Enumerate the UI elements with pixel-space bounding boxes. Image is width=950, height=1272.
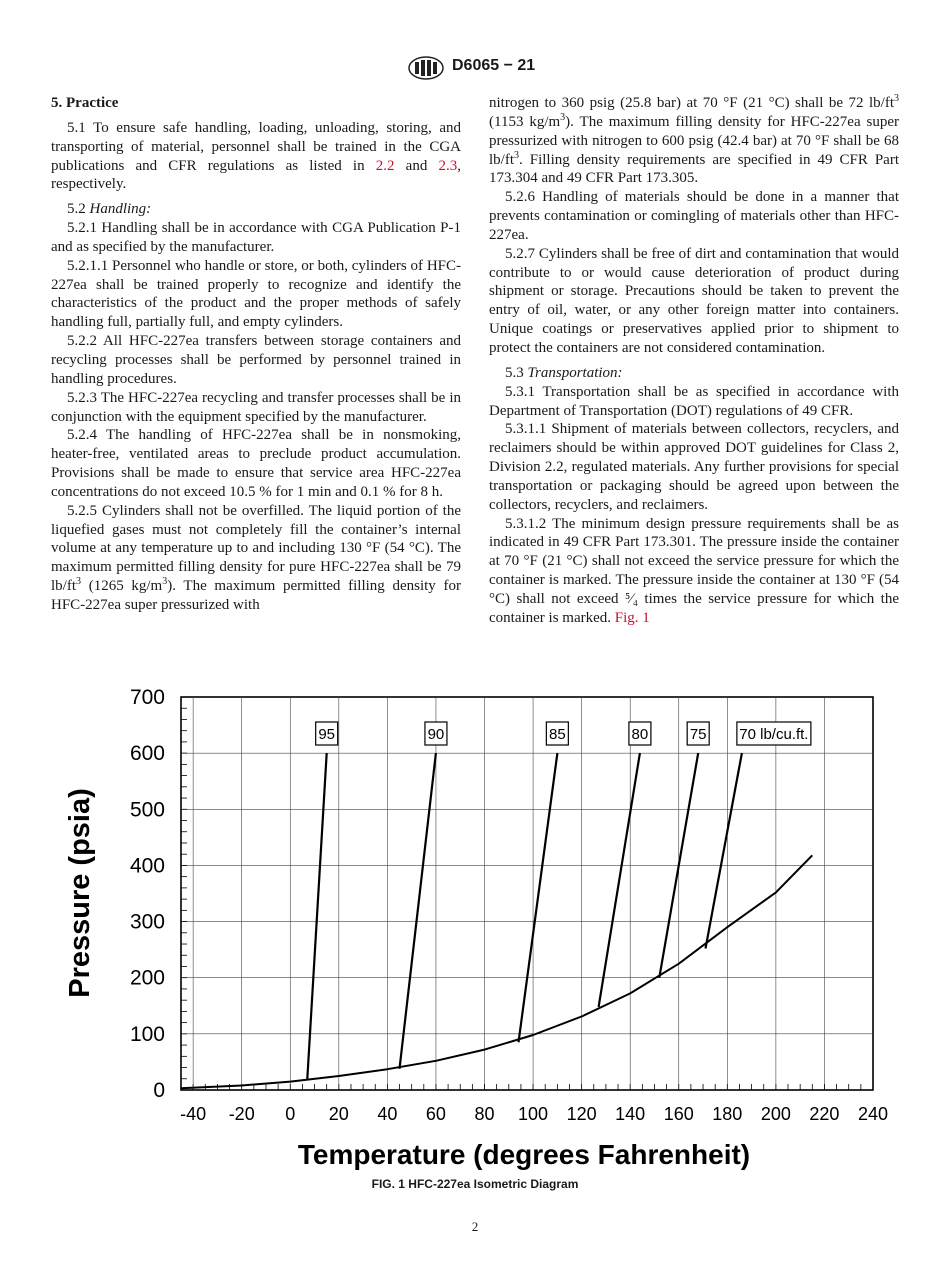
astm-logo <box>408 56 444 80</box>
paragraph-5-2-2: 5.2.2 All HFC-227ea transfers between storage containers and recycling processes shall be performed by personnel trained in handling procedures. <box>51 333 461 387</box>
section-title: 5. Practice <box>51 95 119 111</box>
x-tick-label: 0 <box>285 1104 296 1124</box>
paragraph-5-2-1: 5.2.1 Handling shall be in accordance with CGA Publication P-1 and as specified by the manufacturer. <box>51 220 461 255</box>
isometric-label: 80 <box>631 726 649 743</box>
y-tick-label: 300 <box>129 910 165 934</box>
left-column <box>51 94 461 615</box>
isometric-label: 90 <box>427 726 445 743</box>
x-tick-label: 100 <box>518 1104 549 1124</box>
x-tick-label: 240 <box>857 1104 889 1124</box>
page-header <box>0 54 950 84</box>
plot-frame <box>181 697 873 1090</box>
y-tick-label: 700 <box>129 686 165 709</box>
isometric-label: 75 <box>689 726 707 743</box>
paragraph-5-2-4: 5.2.4 The handling of HFC-227ea shall be in nonsmoking, heater-free, ventilated areas to preclude product accumulation. Provisions shall be made to ensure that service area HFC-227ea concentrations do not exceed 10.5 % for 1 min and 0.1 % for 8 h. <box>51 427 461 500</box>
x-tick-label: 20 <box>328 1104 349 1124</box>
paragraph-5-2-5: 5.2.5 Cylinders shall not be overfilled. The liquid portion of the liquefied gases must not completely fill the container’s internal volume at any temperature up to and including 130 °F (54 °C). The maximum permitted filling density for pure HFC-227ea shall be 79 $lb/ft^3$ (1265 $kg/m^3$). The maximum permitted filling density for HFC-227ea super pressurized with <box>51 502 461 613</box>
paragraph-5-2-3: 5.2.3 The HFC-227ea recycling and transfer processes shall be in conjunction with the equipment specified by the manufacturer. <box>51 389 461 425</box>
x-tick-label: 60 <box>425 1104 446 1124</box>
x-tick-label: -20 <box>228 1104 255 1124</box>
ref-link-fig-1[interactable]: Fig. 1 <box>614 609 650 626</box>
ref-link-2-3[interactable]: 2.3 <box>438 157 458 174</box>
isometric-label: 95 <box>318 726 336 743</box>
y-tick-label: 100 <box>129 1022 165 1046</box>
figure-caption: FIG. 1 HFC-227ea Isometric Diagram <box>371 1177 579 1191</box>
x-tick-label: 80 <box>474 1104 495 1124</box>
y-tick-label: 0 <box>153 1079 165 1102</box>
x-tick-label: 160 <box>663 1104 694 1124</box>
y-tick-label: 600 <box>129 742 165 766</box>
isometric-label: 70 lb/cu.ft. <box>739 726 809 743</box>
isometric-line <box>706 753 742 948</box>
isometric-line <box>400 753 436 1069</box>
paragraph-5-3: 5.3 Transportation: <box>505 364 623 381</box>
paragraph-5-1: 5.1 To ensure safe handling, loading, unloading, storing, and transporting of material, personnel shall be trained in the CGA publications and CFR regulations as listed in 2.2 and 2.3, respectively. <box>51 119 461 193</box>
x-axis-label: Temperature (degrees Fahrenheit) <box>297 1139 751 1170</box>
y-tick-label: 400 <box>129 854 165 878</box>
x-tick-label: 40 <box>377 1104 398 1124</box>
isometric-chart <box>40 660 910 1170</box>
x-tick-label: 180 <box>712 1104 743 1124</box>
y-tick-label: 200 <box>129 966 165 990</box>
x-tick-label: 140 <box>615 1104 646 1124</box>
x-tick-label: 220 <box>809 1104 840 1124</box>
x-tick-label: 200 <box>760 1104 791 1124</box>
paragraph-5-2-1-1: 5.2.1.1 Personnel who handle or store, or both, cylinders of HFC-227ea shall be trained properly to recognize and identify the characteristics of the product and the proper methods of safely handling full, partially full, and empty cylinders. <box>51 257 461 331</box>
paragraph-5-2-7: 5.2.7 Cylinders shall be free of dirt and contamination that would contribute to or would cause deterioration of product during shipment or storage. Precautions should be taken to prevent the entry of oil, water, or any other foreign matter into containers. Unique coatings or preservatives applied prior to shipment to protect the containers are not considered contamination. <box>489 245 899 356</box>
x-tick-label: -40 <box>180 1104 207 1124</box>
paragraph-5-2-5-continued: nitrogen to 360 psig (25.8 bar) at 70 °F (21 °C) shall be 72 $lb/ft^3$ (1153 $kg/m^3$). The maximum filling density for HFC-227ea super pressurized with nitrogen to 600 psig (42.4 bar) at 70 °F shall be 68 $lb/ft^3$. Filling density requirements are specified in 49 CFR Part 173.304 and 49 CFR Part 173.305. <box>489 93 899 187</box>
y-axis-label: Pressure (psia) <box>64 788 96 998</box>
y-tick-label: 500 <box>129 798 165 822</box>
page-number: 2 <box>471 1219 479 1234</box>
paragraph-5-3-1: 5.3.1 Transportation shall be as specified in accordance with Department of Transportation (DOT) regulations of 49 CFR. <box>489 383 899 419</box>
paragraph-5-2-6: 5.2.6 Handling of materials should be done in a manner that prevents contamination or comingling of materials other than HFC-227ea. <box>489 189 899 243</box>
document-designation: D6065 − 21 <box>452 57 536 74</box>
x-tick-label: 120 <box>566 1104 597 1124</box>
right-column <box>489 94 899 628</box>
isometric-line <box>307 753 326 1079</box>
paragraph-5-3-1-2: 5.3.1.2 The minimum design pressure requirements shall be as indicated in 49 CFR Part 173.301. The pressure inside the container at 70 °F (21 °C) shall not exceed the service pressure for which the container is marked. The pressure inside the container at 130 °F (54 °C) shall not exceed ⁵⁄₄ times the service pressure for which the container is marked. Fig. 1 <box>489 515 899 626</box>
vapor-pressure-curve <box>181 855 812 1088</box>
paragraph-5-3-1-1: 5.3.1.1 Shipment of materials between collectors, recyclers, and reclaimers should be within approved DOT guidelines for Class 2, Division 2.2, regulated materials. Any further provisions for special transportation or packaging should be agreed upon between the collectors, recyclers, and reclaimers. <box>489 421 899 513</box>
isometric-label: 85 <box>549 726 566 743</box>
ref-link-2-2[interactable]: 2.2 <box>375 157 395 174</box>
isometric-line <box>599 753 640 1007</box>
isometric-line <box>519 753 558 1042</box>
paragraph-5-2: 5.2 Handling: <box>67 201 152 218</box>
